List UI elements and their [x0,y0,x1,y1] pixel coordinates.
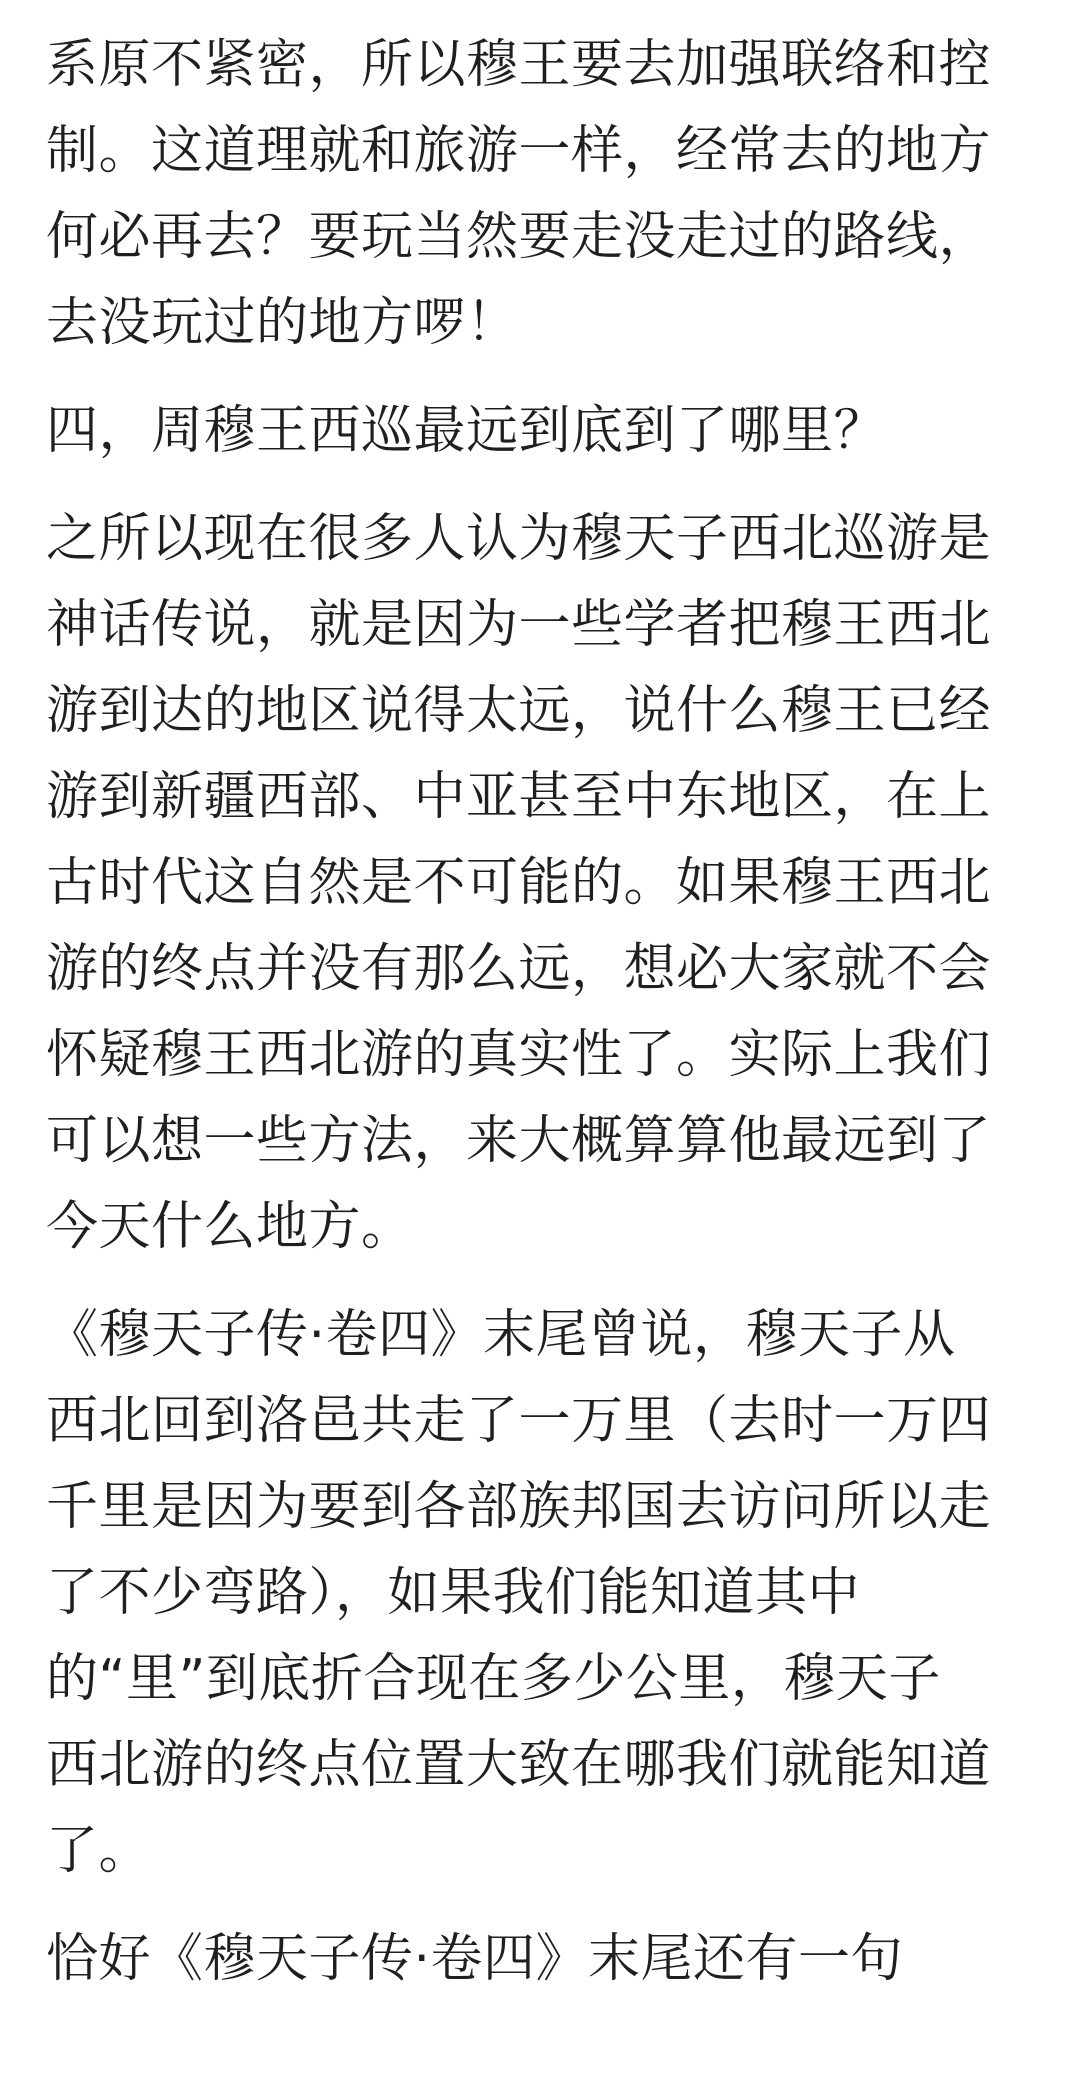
text-line: 《穆天子传·卷四》末尾曾说，穆天子从 [46,1305,956,1365]
text-line: 可以想一些方法，来大概算算他最远到了 [46,1111,992,1171]
text-line: 系原不紧密，所以穆王要去加强联络和控 [46,35,992,95]
text-line: 千里是因为要到各部族邦国去访问所以走 [46,1477,992,1537]
text-line: 西北游的终点位置大致在哪我们就能知道 [46,1735,992,1795]
text-line: 何必再去？要玩当然要走没走过的路线， [46,207,992,267]
text-line: 制。这道理就和旅游一样，经常去的地方 [46,121,992,181]
text-line: 恰好《穆天子传·卷四》末尾还有一句 [46,1929,904,1989]
paragraph-2 [46,496,1036,1270]
text-line: 游到新疆西部、中亚甚至中东地区，在上 [46,767,992,827]
text-line: 西北回到洛邑共走了一万里（去时一万四 [46,1391,992,1451]
text-line: 游的终点并没有那么远，想必大家就不会 [46,939,992,999]
text-line: 的“里”到底折合现在多少公里，穆天子 [46,1649,941,1709]
paragraph-3 [46,1292,1036,1894]
text-line: 之所以现在很多人认为穆天子西北巡游是 [46,509,992,569]
text-line: 了不少弯路），如果我们能知道其中 [46,1563,861,1623]
article-body [46,22,1036,2024]
text-line: 古时代这自然是不可能的。如果穆王西北 [46,853,992,913]
text-line: 怀疑穆王西北游的真实性了。实际上我们 [46,1025,992,1085]
section-heading: 四，周穆王西巡最远到底到了哪里？ [46,401,887,461]
text-line: 神话传说，就是因为一些学者把穆王西北 [46,595,992,655]
text-line: 去没玩过的地方啰！ [46,293,519,353]
text-line: 游到达的地区说得太远，说什么穆王已经 [46,681,992,741]
paragraph-1 [46,22,1036,366]
paragraph-4 [46,1916,1036,2002]
text-line: 今天什么地方。 [46,1197,414,1257]
text-line: 了。 [46,1821,152,1881]
